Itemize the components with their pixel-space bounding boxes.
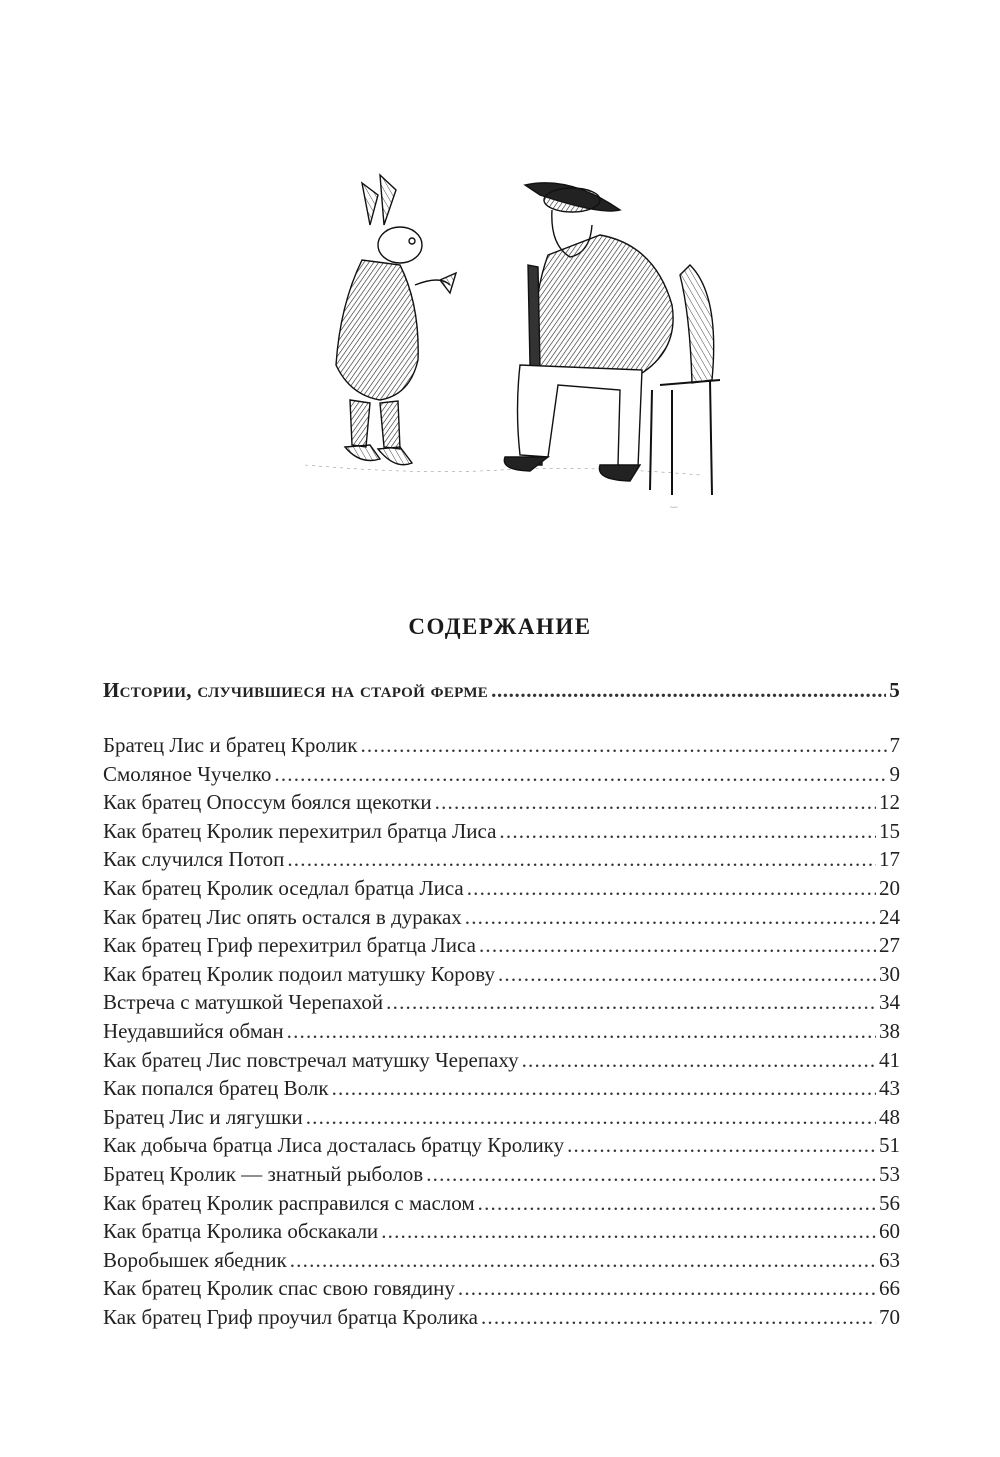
dot-leader	[287, 1017, 876, 1045]
dot-leader	[467, 874, 876, 902]
toc-entry-title: Встреча с матушкой Черепахой	[103, 990, 384, 1015]
toc-entry-title: Как добыча братца Лиса досталась братцу Кролику	[103, 1133, 565, 1158]
toc-entry-row[interactable]	[103, 1131, 900, 1159]
toc-entry-page: 41	[879, 1047, 900, 1072]
toc-entry-page: 9	[889, 761, 900, 786]
toc-entry-page: 24	[879, 904, 900, 929]
toc-entry-page: 66	[879, 1276, 900, 1301]
dot-leader	[478, 1189, 876, 1217]
toc-entry-page: 17	[879, 847, 900, 872]
toc-entry-row[interactable]	[103, 1246, 900, 1274]
toc-entry-row[interactable]	[103, 1074, 900, 1102]
toc-entry-page: 60	[879, 1219, 900, 1244]
toc-entry-row[interactable]	[103, 1046, 900, 1074]
toc-entry-title: Как братец Кролик перехитрил братца Лиса	[103, 818, 497, 843]
toc-entry-title: Как братец Кролик оседлал братца Лиса	[103, 876, 464, 900]
toc-entry-row[interactable]	[103, 788, 900, 816]
toc-entry-row[interactable]	[103, 1189, 900, 1217]
toc-entry-row[interactable]	[103, 988, 900, 1016]
toc-entry-title: Как братец Кролик спас свою говядину	[103, 1276, 455, 1301]
toc-entry-row[interactable]	[103, 845, 900, 873]
toc-entry-row[interactable]	[103, 1303, 900, 1331]
toc-entry-title: Как братец Кролик подоил матушку Корову	[103, 961, 495, 986]
toc-entry-title: Неудавшийся обман	[103, 1019, 284, 1043]
dot-leader	[306, 1103, 876, 1131]
toc-section-page: 5	[889, 678, 900, 702]
toc-entry-page: 48	[879, 1104, 900, 1129]
dot-leader	[332, 1074, 876, 1102]
contents-heading: СОДЕРЖАНИЕ	[408, 614, 592, 639]
toc-entry-title: Братец Лис и братец Кролик	[103, 733, 358, 757]
toc-entry-title: Смоляное Чучелко	[103, 761, 272, 786]
toc-entry-title: Как братца Кролика обскакали	[103, 1219, 379, 1244]
dot-leader	[498, 960, 876, 988]
toc-entry-page: 56	[879, 1190, 900, 1215]
toc-entry-row[interactable]	[103, 874, 900, 902]
dot-leader	[491, 676, 886, 704]
toc-section-title: Истории, случившиеся на старой ферме	[103, 678, 489, 702]
toc-entry-row[interactable]	[103, 1160, 900, 1188]
dot-leader	[481, 1303, 876, 1331]
toc-entry-row[interactable]	[103, 960, 900, 988]
dot-leader	[435, 788, 876, 816]
dot-leader	[274, 760, 886, 788]
toc-entry-page: 7	[889, 733, 900, 757]
toc-entry-page: 27	[879, 933, 900, 958]
toc-entry-title: Как случился Потоп	[103, 847, 285, 872]
toc-entry-title: Как братец Опоссум боялся щекотки	[103, 790, 432, 815]
dot-leader	[567, 1131, 876, 1159]
dot-leader	[465, 903, 876, 931]
toc-entry-row[interactable]	[103, 1017, 900, 1045]
rabbit-figure	[336, 175, 456, 465]
dot-leader	[458, 1274, 876, 1302]
toc-entry-page: 30	[879, 961, 900, 986]
dot-leader	[522, 1046, 876, 1074]
toc-entry-title: Братец Кролик — знатный рыболов	[103, 1162, 424, 1186]
toc-entry-page: 15	[879, 818, 900, 843]
toc-entry-page: 38	[879, 1019, 900, 1043]
frontispiece-illustration	[300, 165, 720, 525]
dot-leader	[360, 731, 886, 759]
toc-entry-title: Как братец Лис опять остался в дураках	[103, 904, 462, 929]
dot-leader	[287, 845, 876, 873]
toc-entry-row[interactable]	[103, 1274, 900, 1302]
toc-entry-row[interactable]	[103, 731, 900, 759]
toc-entry-row[interactable]	[103, 1103, 900, 1131]
toc-entry-page: 20	[879, 876, 900, 900]
toc-entry-page: 12	[879, 790, 900, 815]
toc-entry-title: Как братец Гриф перехитрил братца Лиса	[103, 933, 476, 958]
dot-leader	[426, 1160, 876, 1188]
toc-entry-page: 70	[879, 1305, 900, 1329]
dot-leader	[386, 988, 876, 1016]
dot-leader	[381, 1217, 876, 1245]
svg-text:~~: ~~	[670, 504, 678, 512]
toc-entry-page: 63	[879, 1247, 900, 1272]
toc-entry-title: Воробышек ябедник	[103, 1247, 287, 1272]
toc-entry-title: Как попался братец Волк	[103, 1076, 329, 1101]
toc-entry-title: Как братец Лис повстречал матушку Черепаху	[103, 1047, 519, 1072]
toc-entry-row[interactable]	[103, 931, 900, 959]
toc-entry-page: 34	[879, 990, 900, 1015]
dot-leader	[499, 817, 876, 845]
toc-entry-row[interactable]	[103, 760, 900, 788]
dot-leader	[479, 931, 876, 959]
toc-entry-row[interactable]	[103, 903, 900, 931]
toc-entry-title: Как братец Гриф проучил братца Кролика	[103, 1305, 478, 1329]
toc-entry-title: Братец Лис и лягушки	[103, 1104, 303, 1129]
toc-section-row[interactable]	[103, 676, 900, 704]
toc-entry-page: 53	[879, 1162, 900, 1186]
seated-man-figure	[504, 183, 720, 495]
dot-leader	[290, 1246, 876, 1274]
toc-entry-title: Как братец Кролик расправился с маслом	[103, 1190, 475, 1215]
toc-entry-row[interactable]	[103, 1217, 900, 1245]
toc-entry-page: 43	[879, 1076, 900, 1101]
toc-entry-row[interactable]	[103, 817, 900, 845]
toc-entry-page: 51	[879, 1133, 900, 1158]
